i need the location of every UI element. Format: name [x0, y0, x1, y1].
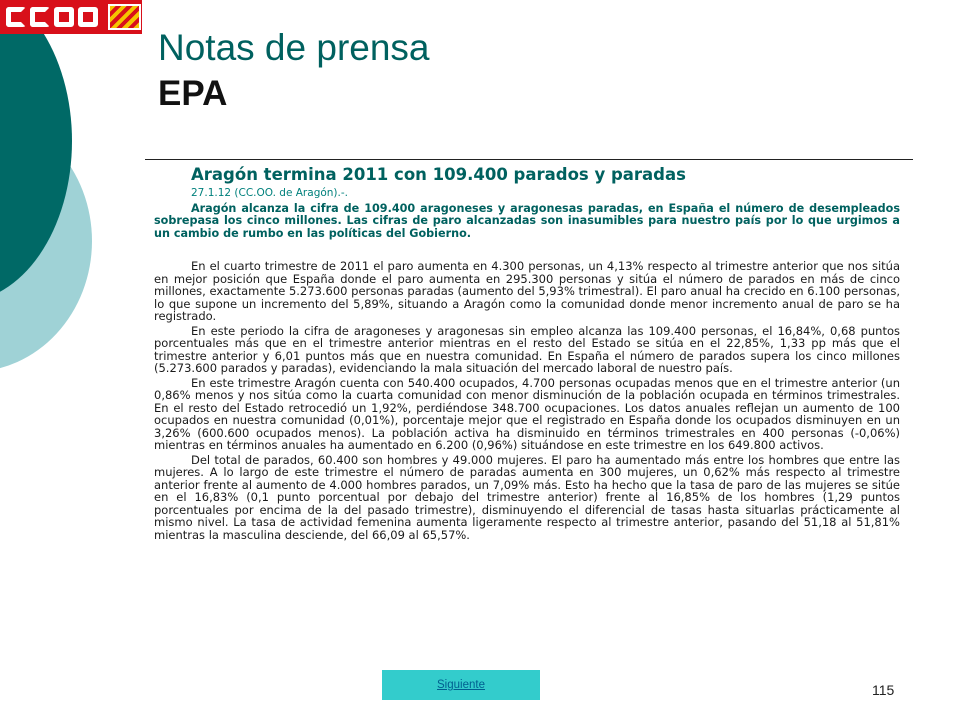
page-number: 115	[872, 682, 895, 698]
aragon-flag-icon	[108, 4, 141, 30]
logo-letter-c1	[6, 7, 26, 27]
page-title	[158, 28, 430, 116]
logo-letter-c2	[30, 7, 50, 27]
title-line-2: EPA	[158, 74, 228, 113]
article-paragraph: En este trimestre Aragón cuenta con 540.400 ocupados, 4.700 personas ocupadas menos que en el trimestre anterior (un 0,86% menos y nos sitúa como la cuarta comunidad con menor disminución de la población ocupada en términos trimestrales. En el resto del Estado retrocedió un 1,92%, perdiéndose 348.700 ocupaciones. Los datos anuales reflejan un aumento de 100 ocupados en nuestra comunidad (0,01%), porcentaje mejor que el registrado en España donde los ocupados disminuyen en un 3,26% (600.600 ocupados menos). La población activa ha disminuido en términos trimestrales en 400 personas (-0,06%) mientras en términos anuales ha aumentado en 6.200 (0,96%) situándose en este trimestre en los 649.800 activos.	[154, 375, 900, 452]
article-dateline: 27.1.12 (CC.OO. de Aragón).-.	[191, 187, 348, 199]
spacer	[154, 240, 900, 260]
article-paragraph: En este periodo la cifra de aragoneses y aragonesas sin empleo alcanza las 109.400 personas, el 16,84%, 0,68 puntos porcentuales más que en el trimestre anterior mientras en el resto del Estado se sitúa en el 22,85%, 1,33 pp más que el trimestre anterior y 6,01 puntos más que en nuestra comunidad. En España el número de parados supera los cinco millones (5.273.600 parados y paradas), evidenciando la mala situación del mercado laboral de nuestro país.	[154, 323, 900, 375]
article-paragraph: Del total de parados, 60.400 son hombres y 49.000 mujeres. El paro ha aumentado más entre los hombres que entre las mujeres. A lo largo de este trimestre el número de paradas aumenta en 300 mujeres, un 0,62% más respecto al trimestre anterior frente al aumento de 4.000 hombres parados, un 7,09% más. Esto ha hecho que la tasa de paro de las mujeres se sitúe en el 16,83% (0,1 punto porcentual por debajo del trimestre anterior) frente al 16,85% de los hombres (1,29 puntos porcentuales por encima de la del pasado trimestre), disminuyendo el diferencial de tasas hasta situarlas prácticamente al mismo nivel. La tasa de actividad femenina aumenta ligeramente respecto al trimestre anterior, pasando del 51,18 al 51,81% mientras la masculina desciende, del 66,09 al 65,57%.	[154, 452, 900, 542]
logo-letter-o2	[78, 7, 98, 27]
article-lead: Aragón alcanza la cifra de 109.400 aragoneses y aragonesas paradas, en España el número de desempleados sobrepasa los cinco millones. Las cifras de paro alcanzadas son inasumibles para nuestro país por lo que urgimos a un cambio de rumbo en las políticas del Gobierno.	[154, 201, 900, 240]
article-headline: Aragón termina 2011 con 109.400 parados y paradas	[191, 165, 686, 184]
ccoo-logo	[0, 0, 142, 34]
logo-letter-o1	[54, 7, 74, 27]
article-paragraph: En el cuarto trimestre de 2011 el paro aumenta en 4.300 personas, un 4,13% respecto al trimestre anterior que nos sitúa en mejor posición que España donde el paro aumenta en 295.300 personas y sitúa el número de parados en más de cinco millones, exactamente 5.273.600 personas paradas (aumento del 5,93% trimestral). El paro anual ha crecido en 6.100 personas, lo que supone un incremento del 5,89%, situando a Aragón como la comunidad donde menor incremento anual de paro se ha registrado.	[154, 259, 900, 323]
divider-line	[145, 159, 913, 160]
next-button[interactable]: Siguiente	[382, 670, 540, 700]
title-line-1: Notas de prensa	[158, 27, 430, 68]
press-release-body	[154, 164, 900, 541]
